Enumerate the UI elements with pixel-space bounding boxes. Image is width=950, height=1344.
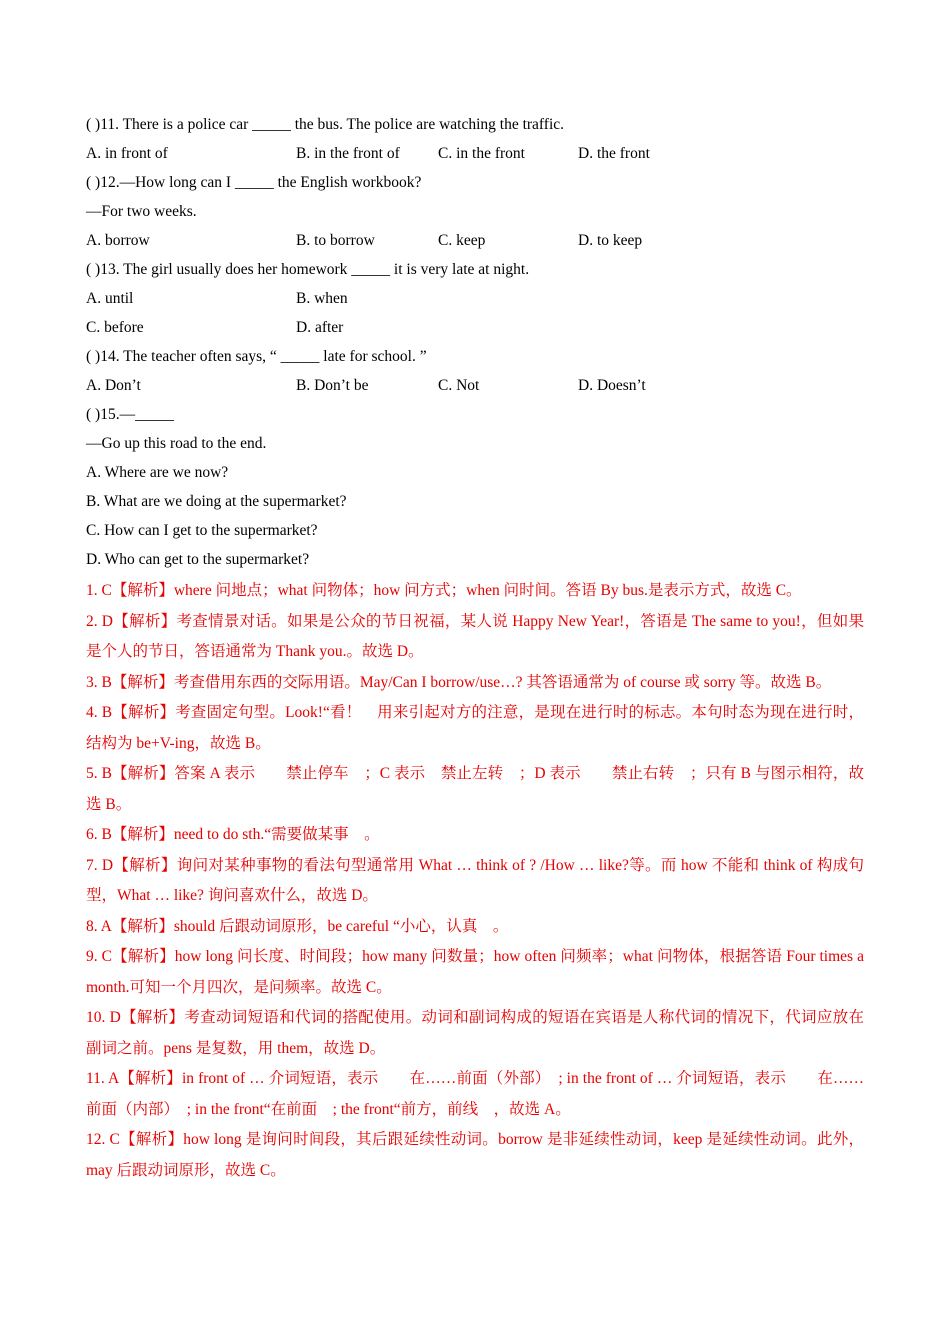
option-d: D. to keep <box>578 232 643 249</box>
option-b: B. What are we doing at the supermarket? <box>86 493 347 510</box>
question-reply: —Go up this road to the end. <box>86 435 267 452</box>
question-reply: —For two weeks. <box>86 203 197 220</box>
answer-explanation: 12. C【解析】how long 是询问时间段，其后跟延续性动词。borrow 是非延续性动词，keep 是延续性动词。此外，may 后跟动词原形，故选 C。 <box>86 1131 864 1179</box>
option-b: B. to borrow <box>296 232 375 249</box>
option-row <box>86 313 864 342</box>
answer-explanation: 7. D【解析】询问对某种事物的看法句型通常用 What … think of ? /How … like?等。而 how 不能和 think of 构成句型，What … like? 询问喜欢什么，故选 D。 <box>86 856 864 904</box>
option-b: B. when <box>296 290 348 307</box>
option-a: A. borrow <box>86 232 150 249</box>
answer-explanation: 9. C【解析】how long 问长度、时间段；how many 问数量；how often 问频率；what 问物体，根据答语 Four times a month.可知一个月四次，是问频率。故选 C。 <box>86 948 864 996</box>
question-stem: ( )12.—How long can I _____ the English workbook? <box>86 174 422 191</box>
question-stem: ( )13. The girl usually does her homework _____ it is very late at night. <box>86 261 530 278</box>
option-b: B. Don’t be <box>296 377 369 394</box>
answer-explanation: 5. B【解析】答案 A 表示 禁止停车 ；C 表示 禁止左转 ；D 表示 禁止右转 ；只有 B 与图示相符，故选 B。 <box>86 765 864 813</box>
option-row <box>86 139 864 168</box>
option-d: D. Doesn’t <box>578 377 646 394</box>
answer-explanation: 2. D【解析】考查情景对话。如果是公众的节日祝福，某人说 Happy New Year!，答语是 The same to you!，但如果是个人的节日，答语通常为 Thank you.。故选 D。 <box>86 612 864 660</box>
option-a: A. until <box>86 290 134 307</box>
question-stem: ( )14. The teacher often says, “ _____ late for school. ” <box>86 348 427 365</box>
answer-explanation: 1. C【解析】where 问地点；what 问物体；how 问方式；when 问时间。答语 By bus.是表示方式，故选 C。 <box>86 582 802 599</box>
question-stem: ( )15.—_____ <box>86 406 174 423</box>
page-content <box>86 110 864 1186</box>
question-stem: ( )11. There is a police car _____ the bus. The police are watching the traffic. <box>86 116 565 133</box>
option-c: C. Not <box>438 377 480 394</box>
option-d: D. Who can get to the supermarket? <box>86 551 310 568</box>
option-c: C. before <box>86 319 144 336</box>
option-c: C. How can I get to the supermarket? <box>86 522 318 539</box>
option-d: D. after <box>296 319 344 336</box>
option-row <box>86 284 864 313</box>
answer-explanation: 3. B【解析】考查借用东西的交际用语。May/Can I borrow/use…? 其答语通常为 of course 或 sorry 等。故选 B。 <box>86 673 832 691</box>
answer-explanation: 6. B【解析】need to do sth.“需要做某事 。 <box>86 826 380 843</box>
option-row <box>86 226 864 255</box>
answer-explanation: 8. A【解析】should 后跟动词原形，be careful “小心，认真 。 <box>86 917 509 935</box>
answer-explanation: 11. A【解析】in front of … 介词短语，表示 在……前面（外部） ; in the front of … 介词短语，表示 在……前面（内部） ; in the front“在前面 ; the front“前方，前线 ，故选 A。 <box>86 1070 864 1118</box>
answer-key <box>86 576 864 1186</box>
option-a: A. Don’t <box>86 377 141 394</box>
option-b: B. in the front of <box>296 145 400 162</box>
option-d: D. the front <box>578 145 650 162</box>
option-c: C. in the front <box>438 145 525 162</box>
option-row <box>86 371 864 400</box>
answer-explanation: 4. B【解析】考查固定句型。Look!“看！ 用来引起对方的注意，是现在进行时的标志。本句时态为现在进行时，结构为 be+V-ing，故选 B。 <box>86 704 864 752</box>
option-a: A. in front of <box>86 145 168 162</box>
option-c: C. keep <box>438 232 486 249</box>
option-a: A. Where are we now? <box>86 464 229 481</box>
answer-explanation: 10. D【解析】考查动词短语和代词的搭配使用。动词和副词构成的短语在宾语是人称代词的情况下，代词应放在副词之前。pens 是复数，用 them，故选 D。 <box>86 1009 864 1057</box>
